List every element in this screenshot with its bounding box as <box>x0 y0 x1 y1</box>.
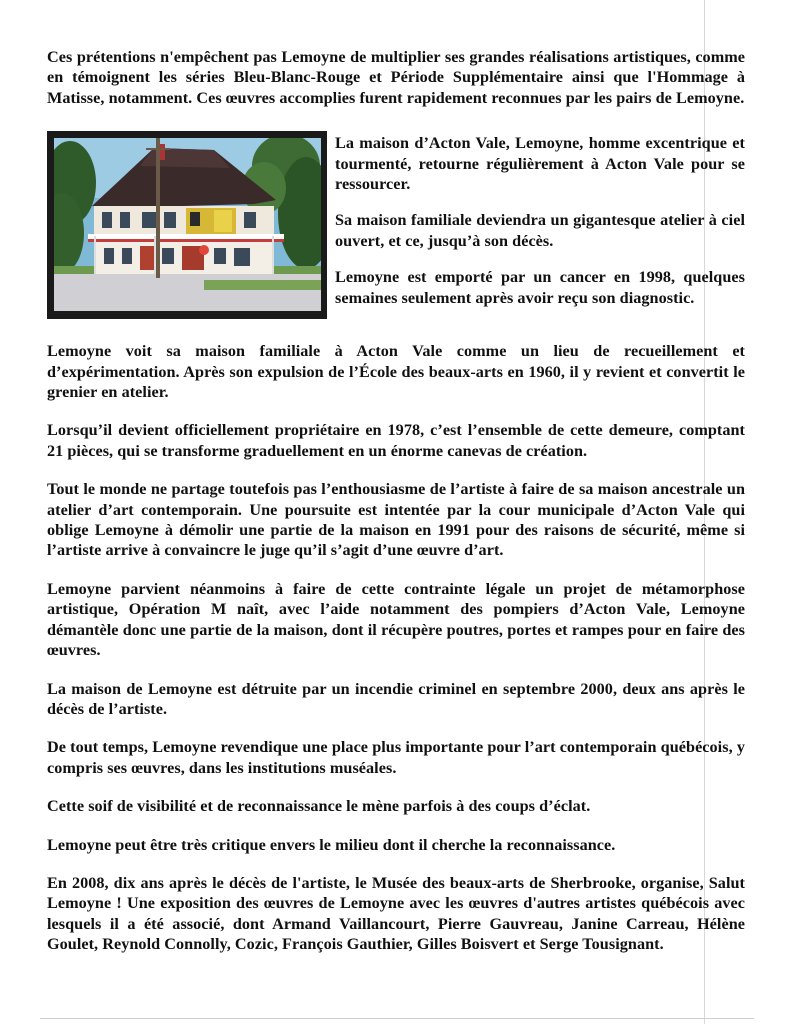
body-paragraph: Lemoyne peut être très critique envers le milieu dont il cherche la reconnaissance. <box>47 835 616 854</box>
body-paragraph: Cette soif de visibilité et de reconnaissance le mène parfois à des coups d’éclat. <box>47 797 591 816</box>
document-page <box>47 47 745 973</box>
body-paragraph: Lemoyne parvient néanmoins à faire de cette contrainte légale un projet de métamorphose artistique, Opération M naît, avec l’aide notamment des pompiers d’Acton Vale, Lemoyne démantèle donc une partie de la maison, dont il récupère poutres, portes et rampes pour en faire des œuvres. <box>47 579 745 660</box>
body-paragraph: La maison de Lemoyne est détruite par un incendie criminel en septembre 2000, deux ans après le décès de l’artiste. <box>47 679 745 718</box>
house-photo-illustration <box>54 138 321 311</box>
body-paragraph: Tout le monde ne partage toutefois pas l’enthousiasme de l’artiste à faire de sa maison ancestrale un atelier d’art contemporain. Une poursuite est intentée par la cour municipale d’Acton Vale qui oblige Lemoyne à démolir une partie de la maison en 1991 pour des raisons de sécurité, même si l’artiste arrive à convaincre le juge qu’il s’agit d’une œuvre d’art. <box>47 480 745 560</box>
figure-row <box>47 131 745 319</box>
body-paragraph: De tout temps, Lemoyne revendique une place plus importante pour l’art contemporain québécois, y compris ses œuvres, dans les institutions muséales. <box>47 738 745 777</box>
side-text <box>335 131 745 308</box>
side-paragraph: Sa maison familiale deviendra un gigantesque atelier à ciel ouvert, et ce, jusqu’à son décès. <box>335 211 745 250</box>
side-paragraph: La maison d’Acton Vale, Lemoyne, homme excentrique et tourmenté, retourne régulièrement à Acton Vale pour se ressourcer. <box>335 134 745 194</box>
body-paragraph: Lorsqu’il devient officiellement propriétaire en 1978, c’est l’ensemble de cette demeure, comptant 21 pièces, qui se transforme graduellement en un énorme canevas de création. <box>47 421 745 460</box>
body-paragraph: En 2008, dix ans après le décès de l'artiste, le Musée des beaux-arts de Sherbrooke, organise, Salut Lemoyne ! Une exposition des œuvres de Lemoyne avec les œuvres d'autres artistes québécois avec lesquels il a été associé, dont Armand Vaillancourt, Pierre Gauvreau, Janine Carreau, Hélène Goulet, Reynold Connolly, Cozic, François Gauthier, Gilles Boisvert et Serge Tousignant. <box>47 873 745 954</box>
paragraph-intro: Ces prétentions n'empêchent pas Lemoyne de multiplier ses grandes réalisations artistiques, comme en témoignent les séries Bleu-Blanc-Rouge et Période Supplémentaire ainsi que l'Hommage à Matisse, notamment. Ces œuvres accomplies furent rapidement reconnues par les pairs de Lemoyne. <box>47 48 745 107</box>
side-paragraph: Lemoyne est emporté par un cancer en 1998, quelques semaines seulement après avoir reçu son diagnostic. <box>335 268 745 307</box>
scan-bottom-edge <box>40 1018 754 1019</box>
body-paragraph: Lemoyne voit sa maison familiale à Acton Vale comme un lieu de recueillement et d’expérimentation. Après son expulsion de l’École des beaux-arts en 1960, il y revient et convertit le grenier en atelier. <box>47 342 745 402</box>
house-photo <box>47 131 327 319</box>
